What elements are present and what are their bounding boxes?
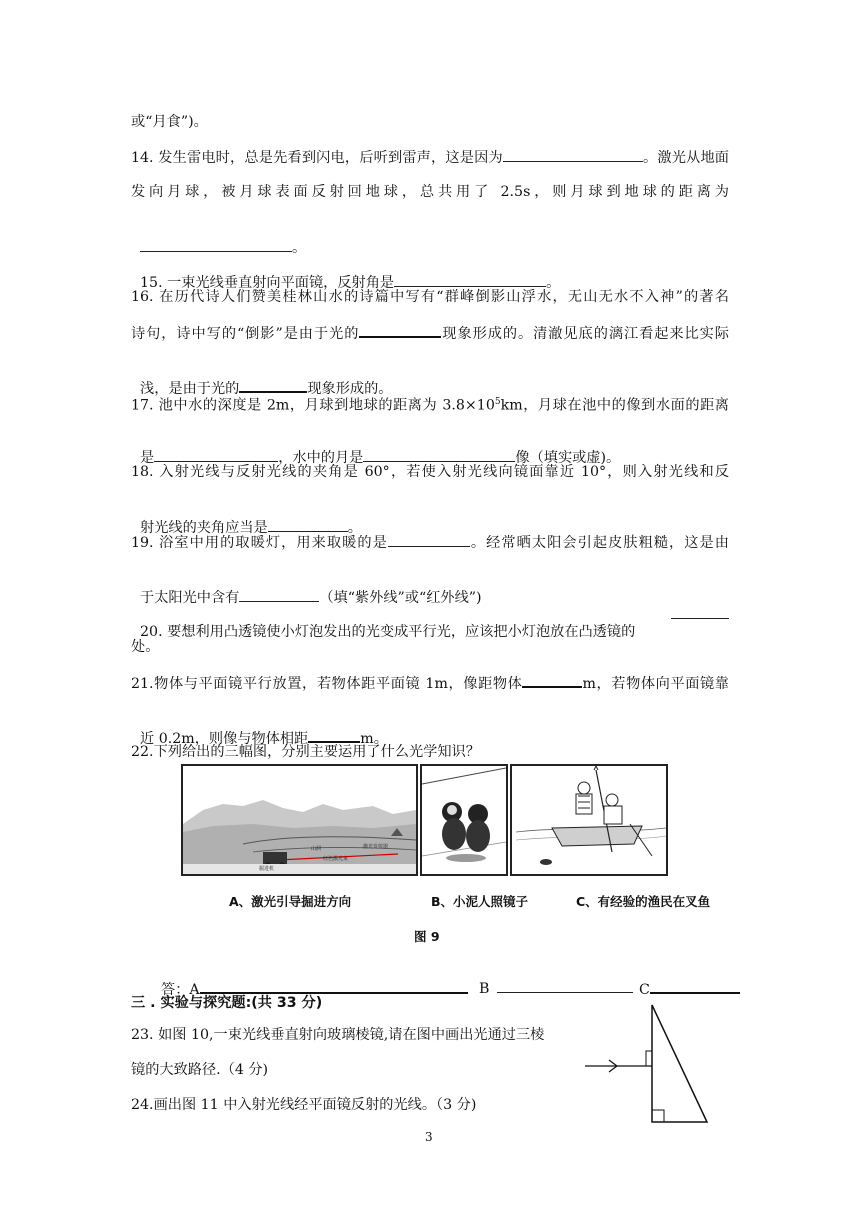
answer-b xyxy=(470,958,633,999)
q16-line2 xyxy=(131,322,729,344)
q16-line1: 16. 在历代诗人们赞美桂林山水的诗篇中写有“群峰倒影山浮水，无山无水不入神”的著名 xyxy=(131,289,729,305)
answer-c-label: C xyxy=(639,982,650,998)
q14-blank-2[interactable] xyxy=(140,237,292,252)
q16-blank-2[interactable] xyxy=(239,377,307,393)
answer-prefix: 答：A xyxy=(161,982,200,998)
clay-figures-mirror-illustration xyxy=(422,766,506,874)
q17-text-b: km，月球在池中的像到水面的距离 xyxy=(500,397,729,414)
q15-text-b: 。 xyxy=(546,275,561,291)
q23-line2: 镜的大致路径.（4 分) xyxy=(131,1062,269,1078)
figure9-caption-b: B、小泥人照镜子 xyxy=(431,894,529,909)
q21-text-b: m，若物体向平面镜靠 xyxy=(582,676,729,692)
q17-blank-1[interactable] xyxy=(154,447,278,462)
q14-text-c: 。 xyxy=(292,240,307,256)
q17-text-c: 是 xyxy=(140,450,155,466)
section3-heading: 三 . 实验与探究题:(共 33 分) xyxy=(131,995,323,1011)
figure9-panel-a xyxy=(181,764,418,876)
q17-text-e: 像（填实或虚)。 xyxy=(515,450,621,466)
figure9-caption-a: A、激光引导掘进方向 xyxy=(229,894,352,909)
q13-tail: 或“月食”)。 xyxy=(131,114,208,130)
q23-line1: 23. 如图 10,一束光线垂直射向玻璃棱镜,请在图中画出光通过三棱 xyxy=(131,1027,545,1043)
q17-text-a: 17. 池中水的深度是 2m，月球到地球的距离为 3.8×10 xyxy=(131,397,495,414)
q15-text-a: 15. 一束光线垂直射向平面镜，反射角是 xyxy=(140,275,395,291)
q18-text-a: 射光线的夹角应当是 xyxy=(140,520,268,536)
q16-text-b: 现象形成的。清澈见底的漓江看起来比实际 xyxy=(441,326,729,342)
label-laser-emitter: 激光发射器 xyxy=(363,844,389,850)
q16-text-d: 现象形成的。 xyxy=(307,381,393,397)
q19-blank-1[interactable] xyxy=(388,532,470,547)
figure9-panel-b xyxy=(420,764,508,876)
q20-text-a: 20. 要想利用凸透镜使小灯泡发出的光变成平行光，应该把小灯泡放在凸透镜的 xyxy=(140,624,636,640)
q14-text-b: 。激光从地面 xyxy=(642,150,729,166)
q16-text-a: 诗句，诗中写的“倒影”是由于光的 xyxy=(131,326,360,342)
q21-line1 xyxy=(131,672,729,694)
q16-blank-1[interactable] xyxy=(359,322,441,338)
q21-blank-1[interactable] xyxy=(522,672,582,688)
q17-blank-2[interactable] xyxy=(363,447,515,462)
figure9-caption-c: C、有经验的渔民在叉鱼 xyxy=(576,894,711,909)
q17-text-d: ，水中的月是 xyxy=(278,450,364,466)
q15-blank[interactable] xyxy=(394,272,546,287)
answer-c xyxy=(630,958,740,1000)
q21-text-d: m。 xyxy=(360,731,388,747)
label-laser-beam: 红色激光束 xyxy=(323,856,349,862)
answer-b-label: B xyxy=(479,981,490,997)
tunnel-scene-illustration xyxy=(183,766,416,874)
q14-line1 xyxy=(131,147,729,168)
page-number: 3 xyxy=(425,1130,433,1144)
fisherman-spear-illustration xyxy=(512,766,666,874)
figure9-panel-c xyxy=(510,764,668,876)
right-angle-mark-ray xyxy=(646,1051,652,1066)
q17-exponent: 5 xyxy=(494,397,501,407)
q14-line2: 发向月球，被月球表面反射回地球，总共用了 2.5s，则月球到地球的距离为 xyxy=(131,184,729,200)
q19-text-c: 于太阳光中含有 xyxy=(140,590,240,606)
answer-blank-a[interactable] xyxy=(200,978,468,994)
q17-line1 xyxy=(131,392,729,416)
q19-text-d: （填“紫外线”或“红外线”) xyxy=(319,590,482,606)
label-tunneling-machine: 掘进机 xyxy=(259,866,275,872)
q20-blank[interactable] xyxy=(671,604,729,619)
q21-text-c: 近 0.2m，则像与物体相距 xyxy=(140,731,309,747)
answer-blank-c[interactable] xyxy=(650,978,740,994)
q18-line1: 18. 入射光线与反射光线的夹角是 60°，若使入射光线向镜面靠近 10°，则入射光线和反 xyxy=(131,464,729,480)
q14-text-a: 14. 发生雷电时，总是先看到闪电，后听到雷声，这是因为 xyxy=(131,150,503,166)
q18-text-b: 。 xyxy=(347,520,362,536)
q16-text-c: 浅，是由于光的 xyxy=(140,381,240,397)
q20-line2: 处。 xyxy=(131,639,160,655)
right-angle-mark-base xyxy=(652,1110,664,1122)
q14-blank-1[interactable] xyxy=(503,147,643,162)
q18-blank[interactable] xyxy=(268,517,348,532)
q21-text-a: 21.物体与平面镜平行放置，若物体距平面镜 1m，像距物体 xyxy=(131,676,523,692)
q19-line1 xyxy=(131,532,729,553)
q19-text-a: 19. 浴室中用的取暖灯，用来取暖的是 xyxy=(131,535,388,551)
q24-line: 24.画出图 11 中入射光线经平面镜反射的光线。（3 分) xyxy=(131,1097,477,1113)
q19-text-b: 。经常晒太阳会引起皮肤粗糙，这是由 xyxy=(469,535,729,551)
prism-diagram xyxy=(585,1000,715,1130)
figure9-title: 图 9 xyxy=(414,929,440,944)
answer-blank-b[interactable] xyxy=(497,978,633,993)
q19-blank-2[interactable] xyxy=(239,587,319,602)
q22-line: 22.下列给出的三幅图，分别主要运用了什么光学知识？ xyxy=(131,744,480,760)
q21-blank-2[interactable] xyxy=(308,727,360,743)
prism-triangle xyxy=(652,1005,707,1122)
label-shandong: 山洞 xyxy=(311,846,322,852)
q20-line1 xyxy=(131,602,729,642)
